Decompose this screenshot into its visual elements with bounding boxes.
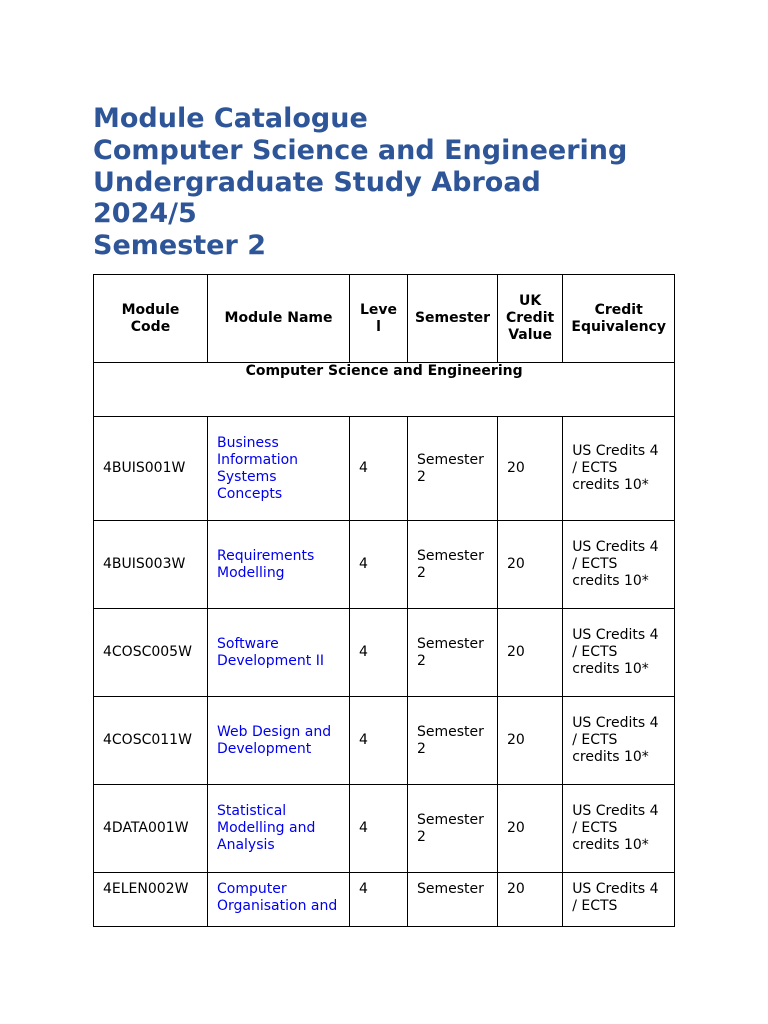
module-code: 4ELEN002W — [94, 873, 208, 927]
header-credit-equivalency: Credit Equivalency — [563, 275, 675, 363]
module-level: 4 — [350, 697, 408, 785]
module-credit: 20 — [498, 609, 563, 697]
table-row — [94, 873, 675, 927]
module-name-link[interactable]: Computer Organisation and — [208, 873, 350, 927]
module-code: 4DATA001W — [94, 785, 208, 873]
section-row — [94, 363, 675, 417]
module-semester: Semester 2 — [408, 417, 498, 521]
module-semester: Semester 2 — [408, 697, 498, 785]
module-name-link[interactable]: Software Development II — [208, 609, 350, 697]
module-semester: Semester 2 — [408, 609, 498, 697]
module-equivalency: US Credits 4 / ECTS credits 10* — [563, 785, 675, 873]
module-name-link[interactable]: Business Information Systems Concepts — [208, 417, 350, 521]
header-level-part-1: Leve — [359, 301, 398, 318]
module-equivalency: US Credits 4 / ECTS credits 10* — [563, 521, 675, 609]
module-credit: 20 — [498, 417, 563, 521]
module-code: 4COSC005W — [94, 609, 208, 697]
header-semester: Semester — [408, 275, 498, 363]
table-row — [94, 417, 675, 521]
module-credit: 20 — [498, 785, 563, 873]
module-semester: Semester 2 — [408, 521, 498, 609]
module-semester: Semester — [408, 873, 498, 927]
table-row — [94, 697, 675, 785]
module-code: 4BUIS001W — [94, 417, 208, 521]
module-equivalency: US Credits 4 / ECTS credits 10* — [563, 417, 675, 521]
module-credit: 20 — [498, 873, 563, 927]
title-line-4: 2024/5 — [93, 198, 197, 230]
module-equivalency: US Credits 4 / ECTS — [563, 873, 675, 927]
module-name-link[interactable]: Requirements Modelling — [208, 521, 350, 609]
title-line-3: Undergraduate Study Abroad — [93, 166, 541, 198]
module-equivalency: US Credits 4 / ECTS credits 10* — [563, 609, 675, 697]
module-level: 4 — [350, 609, 408, 697]
title-line-5: Semester 2 — [93, 230, 266, 262]
section-title: Computer Science and Engineering — [94, 363, 675, 417]
module-code: 4BUIS003W — [94, 521, 208, 609]
module-code: 4COSC011W — [94, 697, 208, 785]
module-name-link[interactable]: Web Design and Development — [208, 697, 350, 785]
header-module-name: Module Name — [208, 275, 350, 363]
module-equivalency: US Credits 4 / ECTS credits 10* — [563, 697, 675, 785]
page-title — [93, 103, 627, 262]
header-uk-credit: UK Credit Value — [498, 275, 563, 363]
title-line-2: Computer Science and Engineering — [93, 134, 628, 166]
module-name-link[interactable]: Statistical Modelling and Analysis — [208, 785, 350, 873]
table-row — [94, 609, 675, 697]
table-row — [94, 521, 675, 609]
table-row — [94, 785, 675, 873]
module-level: 4 — [350, 521, 408, 609]
module-table — [93, 274, 675, 927]
header-module-code: Module Code — [94, 275, 208, 363]
header-level-part-2: l — [376, 318, 381, 335]
header-row — [94, 275, 675, 363]
module-level: 4 — [350, 417, 408, 521]
module-credit: 20 — [498, 521, 563, 609]
title-line-1: Module Catalogue — [93, 103, 368, 134]
module-level: 4 — [350, 785, 408, 873]
module-credit: 20 — [498, 697, 563, 785]
module-semester: Semester 2 — [408, 785, 498, 873]
header-level — [350, 275, 408, 363]
module-level: 4 — [350, 873, 408, 927]
